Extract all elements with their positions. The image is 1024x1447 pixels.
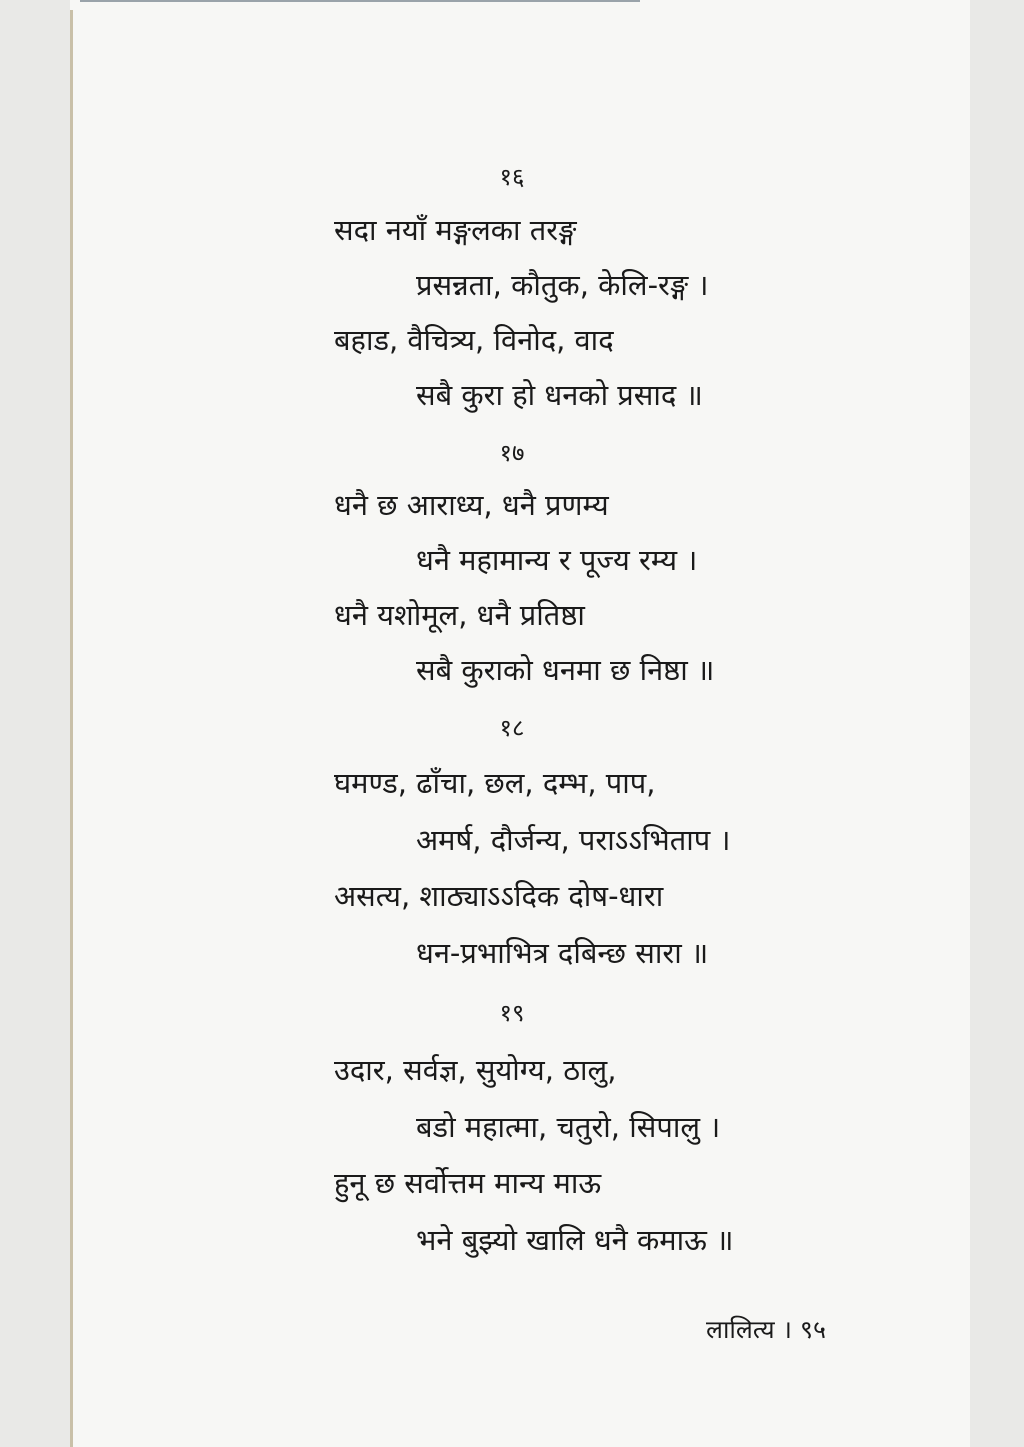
- verse-line: सबै कुराको धनमा छ निष्ठा ॥: [416, 653, 715, 687]
- verse-line: धन-प्रभाभित्र दबिन्छ सारा ॥: [416, 936, 709, 970]
- verse-line: अमर्ष, दौर्जन्य, पराऽऽभिताप ।: [416, 823, 731, 857]
- stanza-number: १९: [499, 999, 525, 1027]
- verse-line: उदार, सर्वज्ञ, सुयोग्य, ठालु,: [334, 1053, 617, 1087]
- verse-line: बहाड, वैचित्र्य, विनोद, वाद: [334, 323, 614, 357]
- stanza-number: १८: [499, 714, 525, 742]
- verse-line: प्रसन्नता, कौतुक, केलि-रङ्ग ।: [416, 268, 709, 302]
- verse-line: धनै यशोमूल, धनै प्रतिष्ठा: [334, 598, 585, 632]
- verse-line: धनै महामान्य र पूज्य रम्य ।: [416, 543, 698, 577]
- verse-line: सबै कुरा हो धनको प्रसाद ॥: [416, 378, 703, 412]
- verse-line: बडो महात्मा, चतुरो, सिपालु ।: [416, 1110, 721, 1144]
- stanza-number: १६: [499, 163, 525, 191]
- verse-line: असत्य, शाठ्याऽऽदिक दोष-धारा: [334, 879, 664, 913]
- verse-line: हुनू छ सर्वोत्तम मान्य माऊ: [334, 1166, 602, 1200]
- verse-line: धनै छ आराध्य, धनै प्रणम्य: [334, 488, 609, 522]
- verse-line: सदा नयाँ मङ्गलका तरङ्ग: [334, 213, 577, 247]
- page-footer: लालित्य । ९५: [706, 1315, 826, 1344]
- verse-line: भने बुझ्यो खालि धनै कमाऊ ॥: [416, 1223, 734, 1257]
- top-rule: [80, 0, 640, 2]
- stanza-number: १७: [499, 439, 525, 467]
- verse-line: घमण्ड, ढाँचा, छल, दम्भ, पाप,: [334, 766, 656, 800]
